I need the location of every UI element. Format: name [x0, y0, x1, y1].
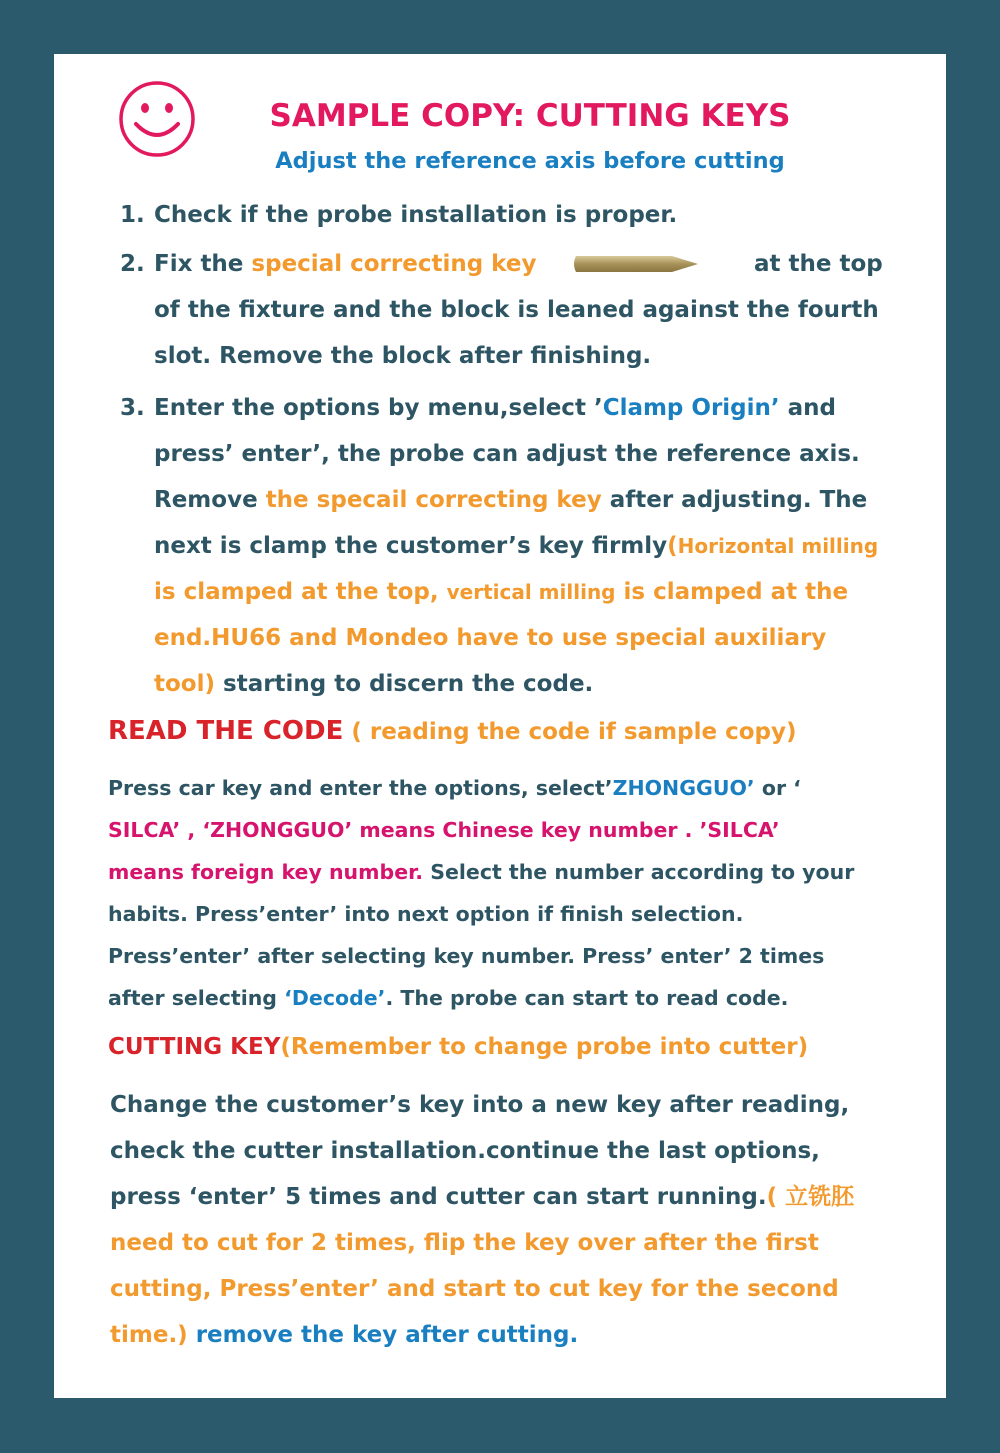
step-text: slot. Remove the block after finishing.: [154, 343, 652, 369]
highlight-text: is clamped at the top,: [154, 579, 447, 605]
step-line: [154, 569, 848, 615]
body-text: after selecting: [108, 986, 285, 1010]
highlight-text: need to cut for 2 times, flip the key over after the first: [110, 1230, 819, 1256]
read-line: [108, 809, 780, 851]
body-text: Press’enter’ after selecting key number. Press’ enter’ 2 times: [108, 944, 825, 968]
body-text: habits. Press’enter’ into next option if finish selection.: [108, 902, 744, 926]
highlight-text: Horizontal milling: [677, 534, 879, 558]
correcting-key-image: [572, 252, 702, 276]
step-text: at the top: [754, 251, 883, 277]
step-number: 3.: [120, 395, 145, 421]
section-note: ( reading the code if sample copy): [343, 719, 797, 745]
step-1: [120, 192, 677, 238]
step-text: after adjusting. The: [601, 487, 868, 513]
highlight-text: ‘Decode’: [284, 986, 386, 1010]
step-text: Enter the options by menu,select ’: [154, 395, 603, 421]
read-line: [108, 767, 801, 809]
step-text: Check if the probe installation is proper.: [154, 202, 678, 228]
cut-line: [110, 1312, 578, 1358]
highlight-text: Clamp Origin’: [602, 395, 780, 421]
body-text: or ‘: [754, 776, 801, 800]
step-text: press’ enter’, the probe can adjust the reference axis.: [154, 441, 860, 467]
highlight-text: tool): [154, 671, 215, 697]
instruction-card: [54, 54, 946, 1398]
body-text: Select the number according to your: [423, 860, 855, 884]
body-text: Press car key and enter the options, select’: [108, 776, 613, 800]
body-text: check the cutter installation.continue the last options,: [110, 1138, 820, 1164]
step-text: of the fixture and the block is leaned against the fourth: [154, 297, 879, 323]
step-text: Remove: [154, 487, 266, 513]
step-line: [154, 661, 593, 707]
step-2: [120, 241, 536, 287]
read-line: [108, 977, 788, 1019]
page-subtitle: Adjust the reference axis before cutting: [275, 148, 785, 174]
step-3: [120, 385, 836, 431]
step-line: [154, 477, 867, 523]
section-title: READ THE CODE: [108, 716, 344, 746]
step-text: and: [779, 395, 837, 421]
highlight-text: is clamped at the: [615, 579, 849, 605]
step-text: next is clamp the customer’s key firmly: [154, 533, 668, 559]
highlight-text: ZHONGGUO’: [612, 776, 755, 800]
body-text: Change the customer’s key into a new key after reading,: [110, 1092, 850, 1118]
highlight-text: ( 立铣胚: [766, 1184, 855, 1210]
section-note: (Remember to change probe into cutter): [280, 1034, 809, 1060]
highlight-text: remove the key after cutting.: [187, 1322, 579, 1348]
highlight-text: the specail correcting key: [265, 487, 602, 513]
page-title: SAMPLE COPY: CUTTING KEYS: [269, 98, 791, 134]
step-number: 1.: [120, 202, 145, 228]
highlight-text: (: [667, 533, 678, 559]
step-line: [154, 523, 878, 569]
highlight-text: means foreign key number.: [108, 860, 424, 884]
highlight-text: end.HU66 and Mondeo have to use special auxiliary: [154, 625, 827, 651]
body-text: press ‘enter’ 5 times and cutter can start running.: [110, 1184, 767, 1210]
highlight-text: cutting, Press’enter’ and start to cut key for the second: [110, 1276, 839, 1302]
highlight-text: SILCA’ , ‘ZHONGGUO’ means Chinese key number . ’SILCA’: [108, 818, 780, 842]
cutting-key-heading: [108, 1034, 808, 1060]
cut-line: [110, 1174, 854, 1220]
highlight-text: time.): [110, 1322, 188, 1348]
section-title: CUTTING KEY: [108, 1034, 281, 1060]
body-text: . The probe can start to read code.: [385, 986, 789, 1010]
step-number: 2.: [120, 251, 145, 277]
read-code-heading: [108, 716, 796, 746]
highlight-text: special correcting key: [251, 251, 537, 277]
read-line: [108, 851, 854, 893]
step-text: Fix the: [154, 251, 252, 277]
step-text: starting to discern the code.: [215, 671, 594, 697]
highlight-text: vertical milling: [446, 580, 616, 604]
